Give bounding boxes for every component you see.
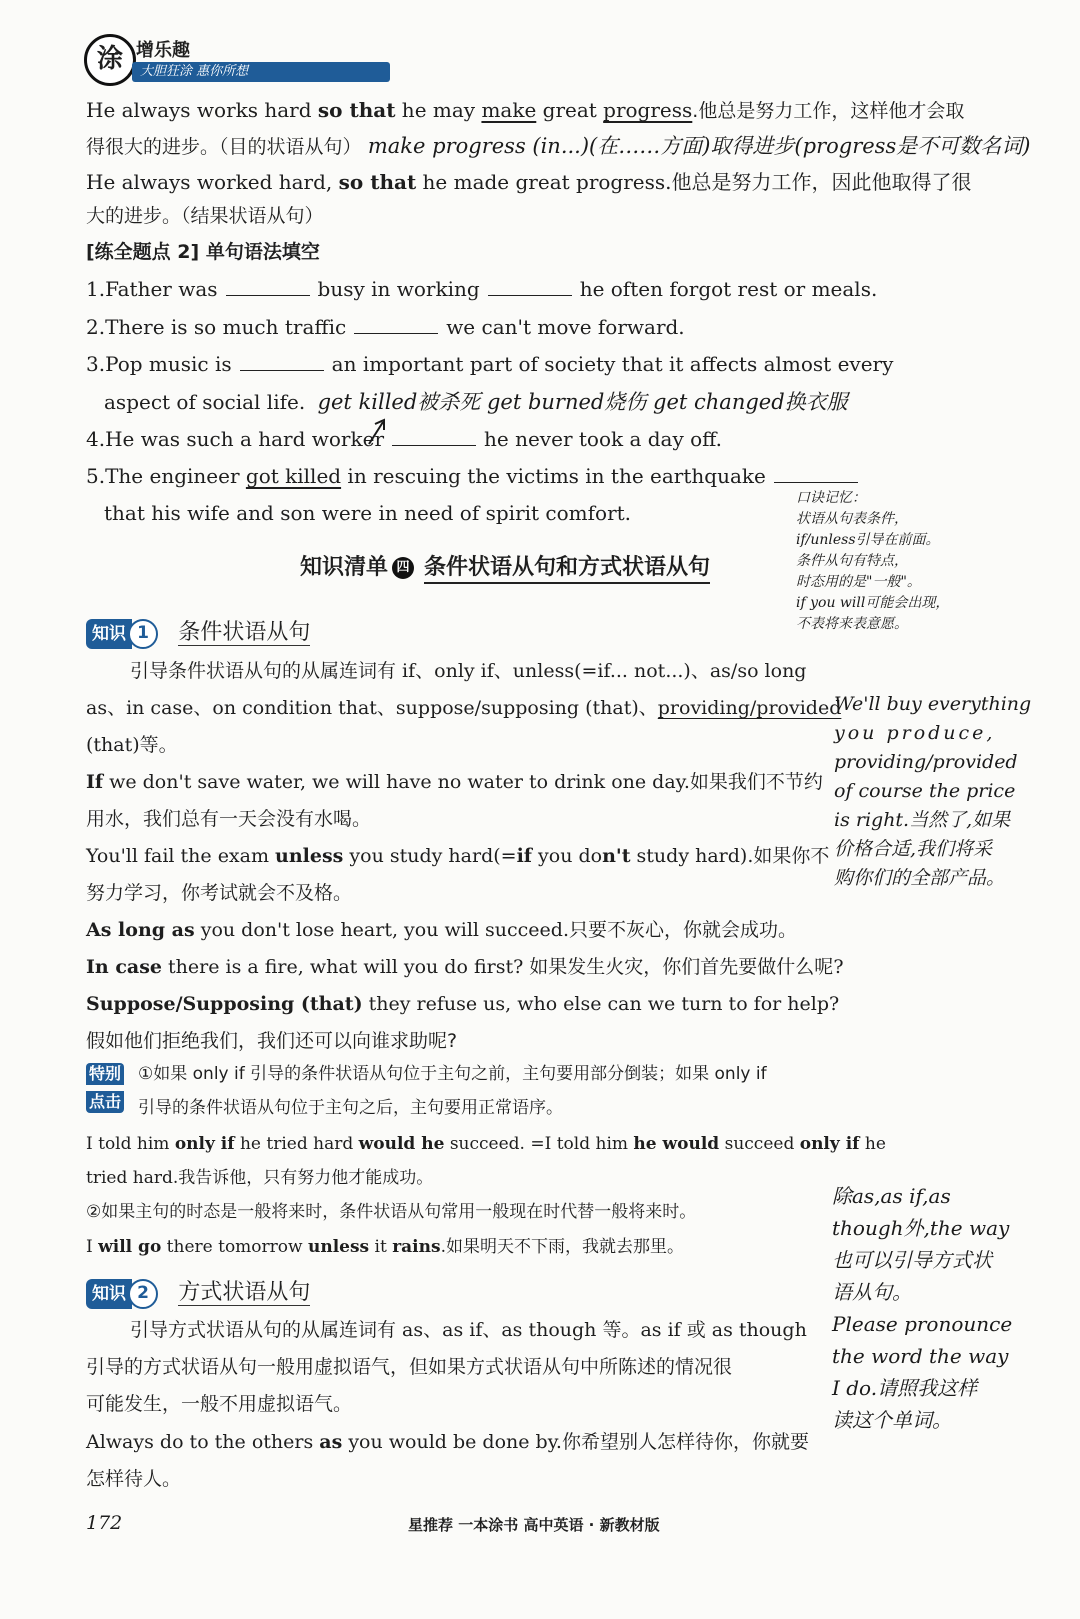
question-1: 1.Father was busy in working he often forgot rest or meals. bbox=[86, 277, 878, 301]
footer-text: 星推荐 一本涂书 高中英语 · 新教材版 bbox=[408, 1516, 660, 1534]
example-in-case: In case there is a fire, what will you do first? 如果发生火灾，你们首先要做什么呢? bbox=[86, 956, 844, 978]
brand-slogan: 大胆狂涂 惠你所想 bbox=[132, 62, 390, 82]
special-note-1: ①如果 only if 引导的条件状语从句位于主句之前，主句要用部分倒装；如果 only if bbox=[138, 1064, 767, 1084]
example-line-4: 大的进步。（结果状语从句） bbox=[86, 205, 324, 227]
logo-icon: 涂 bbox=[84, 34, 136, 86]
special-tag: 特别 点击 bbox=[86, 1063, 134, 1113]
page-number: 172 bbox=[86, 1512, 123, 1534]
knowledge-1-title: 条件状语从句 bbox=[178, 620, 311, 645]
list-number-icon: 四 bbox=[392, 557, 414, 579]
example-unless: You'll fail the exam unless you study hard(=if you don't study hard).如果你不 bbox=[86, 845, 830, 867]
question-3-cont: aspect of social life. get killed被杀死 get burned烧伤 get changed换衣服 bbox=[104, 390, 848, 414]
knowledge-number-icon: 2 bbox=[128, 1279, 158, 1309]
example-only-if: I told him only if he tried hard would he succeed. =I told him he would succeed only if he bbox=[86, 1134, 886, 1154]
knowledge-tag: 知识 bbox=[86, 1279, 132, 1309]
example-will-go: I will go there tomorrow unless it rains.如果明天不下雨，我就去那里。 bbox=[86, 1237, 684, 1257]
answer-blank[interactable] bbox=[392, 425, 476, 446]
example-line-2: 得很大的进步。（目的状语从句） make progress (in...)(在……方面)取得进步(progress是不可数名词) bbox=[86, 134, 1031, 158]
header bbox=[84, 30, 324, 86]
example-if-cont: 用水，我们总有一天会没有水喝。 bbox=[86, 808, 372, 830]
question-2: 2.There is so much traffic we can't move forward. bbox=[86, 315, 685, 339]
brand-name: 增乐趣 bbox=[136, 40, 190, 61]
answer-blank[interactable] bbox=[226, 275, 310, 296]
special-note-2: ②如果主句的时态是一般将来时，条件状语从句常用一般现在时代替一般将来时。 bbox=[86, 1202, 697, 1222]
question-5: 5.The engineer got killed in rescuing the victims in the earthquake bbox=[86, 462, 866, 490]
handwritten-note-get: get killed被杀死 get burned烧伤 get changed换衣服 bbox=[317, 390, 848, 414]
answer-blank[interactable] bbox=[488, 275, 572, 296]
example-only-if-cont: tried hard.我告诉他，只有努力他才能成功。 bbox=[86, 1168, 434, 1188]
handwritten-arrow-icon bbox=[366, 416, 390, 446]
margin-note-providing: We'll buy everything you produce, providing/provided of course the price is right.当然了,如果 价格合适,我们将采 购你们的全部产品。 bbox=[834, 693, 1032, 889]
example-suppose: Suppose/Supposing (that) they refuse us, who else can we turn to for help? bbox=[86, 993, 840, 1015]
example-line-3: He always worked hard, so that he made great progress.他总是努力工作，因此他取得了很 bbox=[86, 170, 972, 194]
example-unless-cont: 努力学习，你考试就会不及格。 bbox=[86, 882, 353, 904]
handwritten-note-progress: make progress (in...)(在……方面)取得进步(progress是不可数名词) bbox=[367, 134, 1031, 158]
answer-blank[interactable] bbox=[240, 350, 324, 371]
k1-paragraph-1: 引导条件状语从句的从属连词有 if、only if、unless(=if... not...)、as/so long bbox=[130, 660, 807, 682]
question-5-cont: that his wife and son were in need of spirit comfort. bbox=[104, 501, 632, 525]
knowledge-list-title: 知识清单 四 条件状语从句和方式状语从句 bbox=[300, 550, 710, 581]
example-suppose-cont: 假如他们拒绝我们，我们还可以向谁求助呢? bbox=[86, 1030, 458, 1052]
example-line-1: He always works hard so that he may make great progress.他总是努力工作，这样他才会取 bbox=[86, 98, 965, 122]
answer-blank[interactable] bbox=[774, 462, 858, 483]
knowledge-2-title: 方式状语从句 bbox=[178, 1280, 311, 1305]
margin-note-mnemonic: 口诀记忆： 状语从句表条件， if/unless引导在前面。 条件从句有特点， 时态用的是"一般"。 if you will可能会出现， 不表将来表意愿。 bbox=[796, 490, 950, 632]
question-4: 4.He was such a hard worker he never took a day off. bbox=[86, 427, 723, 451]
knowledge-number-icon: 1 bbox=[128, 619, 158, 649]
example-if: If we don't save water, we will have no water to drink one day.如果我们不节约 bbox=[86, 771, 823, 793]
special-note-1-cont: 引导的条件状语从句位于主句之后，主句要用正常语序。 bbox=[138, 1098, 563, 1118]
practice-title: [练全题点 2] 单句语法填空 bbox=[86, 241, 320, 263]
k1-paragraph-2: as、in case、on condition that、suppose/supposing (that)、providing/provided bbox=[86, 697, 842, 719]
margin-note-the-way: 除as,as if,as though外,the way 也可以引导方式状 语从句。 Please pronounce the word the way I do.请照我这样 读这个单词。 bbox=[832, 1184, 1013, 1432]
question-3: 3.Pop music is an important part of society that it affects almost every bbox=[86, 352, 894, 376]
k1-paragraph-3: (that)等。 bbox=[86, 734, 178, 756]
example-as-long-as: As long as you don't lose heart, you will succeed.只要不灰心，你就会成功。 bbox=[86, 919, 797, 941]
k2-paragraph-2: 引导的方式状语从句一般用虚拟语气，但如果方式状语从句中所陈述的情况很 bbox=[86, 1356, 733, 1378]
k2-paragraph-3: 可能发生，一般不用虚拟语气。 bbox=[86, 1393, 353, 1415]
k2-paragraph-1: 引导方式状语从句的从属连词有 as、as if、as though 等。as if 或 as though bbox=[130, 1319, 807, 1341]
example-as: Always do to the others as you would be done by.你希望别人怎样待你，你就要 bbox=[86, 1431, 809, 1453]
knowledge-tag: 知识 bbox=[86, 619, 132, 649]
knowledge-2-heading bbox=[86, 1278, 310, 1309]
answer-blank[interactable] bbox=[354, 313, 438, 334]
knowledge-1-heading bbox=[86, 618, 310, 649]
example-as-cont: 怎样待人。 bbox=[86, 1468, 182, 1490]
